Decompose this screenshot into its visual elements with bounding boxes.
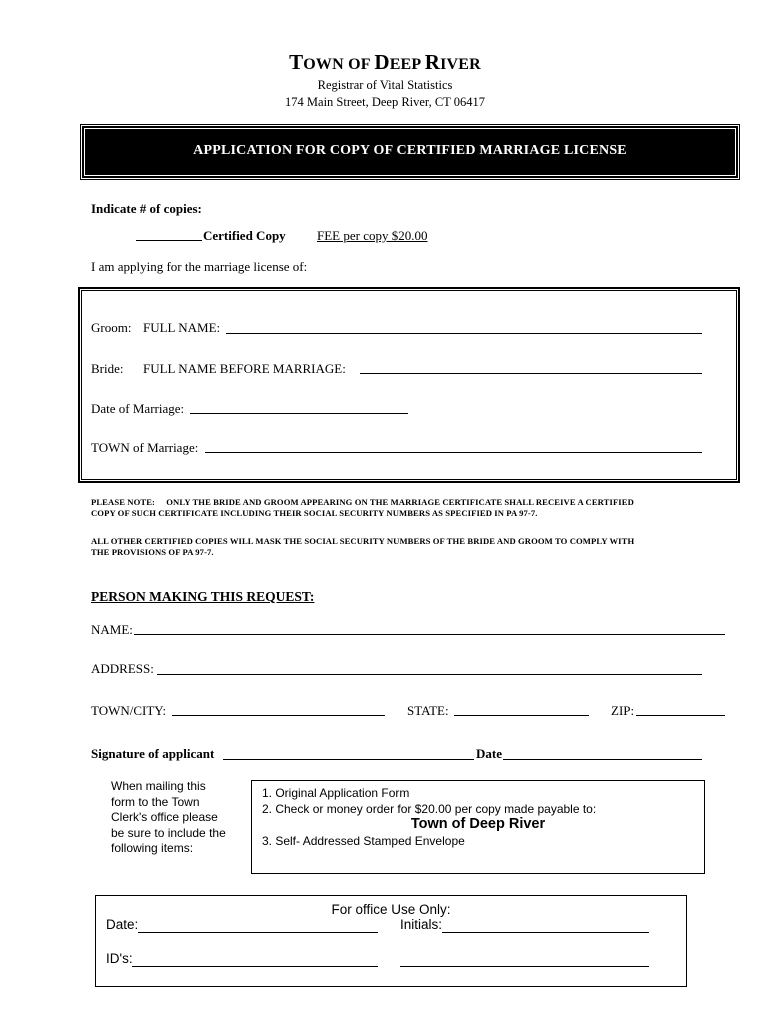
bride-full-name-input[interactable] [360, 373, 702, 374]
form-title: APPLICATION FOR COPY OF CERTIFIED MARRIAGE LICENSE [193, 143, 627, 158]
requester-state-input[interactable] [454, 715, 589, 716]
town-of-marriage-label: TOWN of Marriage: [91, 440, 199, 455]
certified-copy-label: Certified Copy [203, 228, 286, 243]
office-ids-label: ID's: [106, 951, 133, 966]
requester-town-label: TOWN/CITY: [91, 703, 167, 718]
requester-zip-label: ZIP: [611, 703, 635, 718]
office-initials-label: Initials: [400, 917, 443, 932]
mailing-instructions: When mailing this form to the Town Clerk's office please be sure to include the following items: [111, 779, 226, 855]
date-of-marriage-label: Date of Marriage: [91, 401, 185, 416]
requester-heading: PERSON MAKING THIS REQUEST: [91, 589, 315, 604]
applying-for-text: I am applying for the marriage license of: [91, 259, 308, 274]
date-of-marriage-input[interactable] [190, 413, 408, 414]
office-date-input[interactable] [138, 932, 378, 933]
requester-zip-input[interactable] [636, 715, 725, 716]
town-of-marriage-input[interactable] [205, 452, 702, 453]
groom-full-name-input[interactable] [226, 333, 702, 334]
copies-count-input[interactable] [136, 240, 202, 241]
bride-label: Bride: [91, 361, 124, 376]
requester-town-input[interactable] [172, 715, 385, 716]
registrar-subtitle: Registrar of Vital Statistics [317, 78, 453, 92]
requester-name-input[interactable] [134, 634, 725, 635]
signature-date-label: Date [476, 746, 502, 761]
requester-state-label: STATE: [407, 703, 449, 718]
bride-full-name-label: FULL NAME BEFORE MARRIAGE: [143, 361, 346, 376]
requester-name-label: NAME: [91, 622, 133, 637]
requester-address-input[interactable] [157, 674, 702, 675]
office-ids-input[interactable] [132, 966, 378, 967]
mailing-item-2: 2. Check or money order for $20.00 per copy made payable to: [262, 802, 597, 816]
office-initials-input[interactable] [442, 932, 649, 933]
masking-note: ALL OTHER CERTIFIED COPIES WILL MASK THE SOCIAL SECURITY NUMBERS OF THE BRIDE AND GROOM TO COMPLY WITH THE PROVISIONS OF PA 97-7. [91, 536, 635, 557]
groom-full-name-label: FULL NAME: [143, 320, 221, 335]
mailing-item-1: 1. Original Application Form [262, 786, 410, 800]
office-extra-input[interactable] [400, 966, 649, 967]
registrar-address: 174 Main Street, Deep River, CT 06417 [285, 95, 485, 109]
signature-label: Signature of applicant [91, 746, 215, 761]
payee-name: Town of Deep River [410, 816, 546, 832]
signature-input[interactable] [223, 759, 474, 760]
office-use-title: For office Use Only: [331, 902, 451, 917]
groom-label: Groom: [91, 320, 132, 335]
please-note: PLEASE NOTE: ONLY THE BRIDE AND GROOM APPEARING ON THE MARRIAGE CERTIFICATE SHALL RECEIVE A CERTIFIED COPY OF SUCH CERTIFICATE INCLUDING THEIR SOCIAL SECURITY NUMBERS AS SPECIFIED IN PA 97-7. [91, 497, 634, 518]
office-date-label: Date: [106, 917, 139, 932]
mailing-item-3: 3. Self- Addressed Stamped Envelope [262, 834, 465, 848]
fee-per-copy: FEE per copy $20.00 [317, 228, 428, 243]
requester-address-label: ADDRESS: [91, 661, 154, 676]
page-title: TOWN OF DEEP RIVER [289, 50, 481, 74]
copies-label: Indicate # of copies: [91, 201, 202, 216]
please-note-prefix: PLEASE NOTE: [91, 497, 155, 507]
signature-date-input[interactable] [503, 759, 702, 760]
